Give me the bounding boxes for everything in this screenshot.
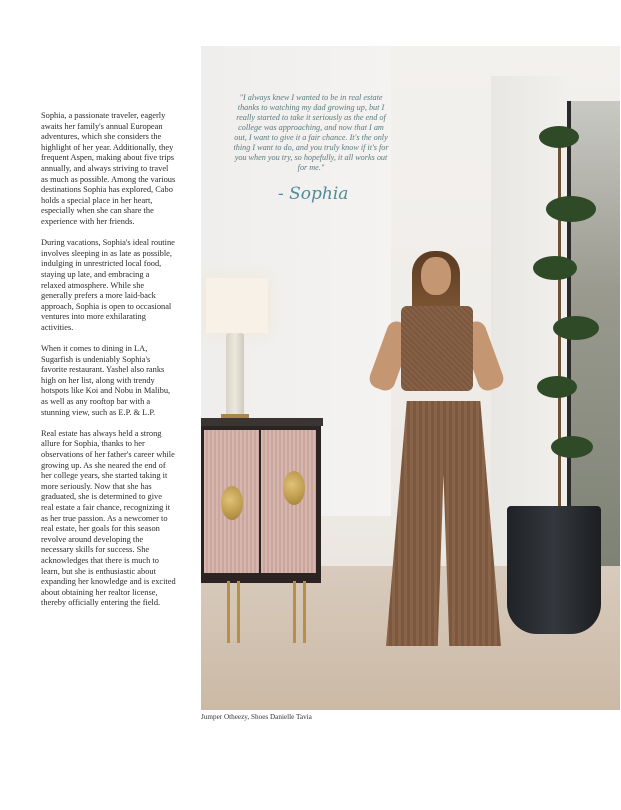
wide-leg-pants: [386, 401, 501, 646]
cabinet-leg: [237, 581, 240, 643]
plant-leaves: [551, 436, 593, 458]
lamp-shade: [206, 278, 268, 333]
plant-leaves: [539, 126, 579, 148]
plant-leaves: [537, 376, 577, 398]
pull-quote: "I always knew I wanted to be in real estate thanks to watching my dad growing up, but I really started to take it seriously as the end of college was approaching, and now that I am out, I want to give it a fair chance. It's the only thing I want to do, and you truly know if it's for you when you try, so hopefully, it all works out for me.": [233, 93, 389, 172]
cabinet-knob: [283, 471, 305, 505]
cabinet-knob: [221, 486, 243, 520]
article-paragraph: Sophia, a passionate traveler, eagerly awaits her family's annual European adventures, which she considers the highlight of her year. Additionally, they frequent Aspen, making about five trips annually, and always striving to travel as much as possible. Among the various destinations Sophia has explored, Cabo holds a special place in her heart, especially when she can share the experience with her friends.: [41, 111, 176, 226]
signature: - Sophia: [278, 184, 349, 204]
model-figure: [366, 251, 506, 651]
plant-leaves: [533, 256, 577, 280]
lamp-base: [226, 333, 244, 416]
cabinet-leg: [303, 581, 306, 643]
article-paragraph: During vacations, Sophia's ideal routine involves sleeping in as late as possible, indulging in unrestricted local food, staying up late, and embracing a relaxed atmosphere. While she generally prefers a more laid-back approach, Sophia is open to occasional ventures into more exhilarating activities.: [41, 238, 175, 332]
plant-leaves: [546, 196, 596, 222]
cabinet-top: [201, 418, 323, 426]
photo-caption: Jumper Otheezy, Shoes Danielle Tavia: [201, 713, 312, 721]
plant-leaves: [553, 316, 599, 340]
cabinet-leg: [227, 581, 230, 643]
article-paragraph: Real estate has always held a strong allure for Sophia, thanks to her observations of her father's career while growing up. As she neared the end of her college years, she started taking it more seriously. Now that she has graduated, she is determined to give real estate a fair chance, recognizing it as her true passion. As a newcomer to real estate, her goals for this season revolve around developing the necessary skills for success. She acknowledges that there is much to learn, but she is enthusiastic about expanding her knowledge and is excited about obtaining her realtor license, thereby officially entering the field.: [41, 428, 176, 608]
jumper-top: [401, 306, 473, 391]
plant-pot: [507, 506, 601, 634]
face: [421, 257, 451, 295]
cabinet-leg: [293, 581, 296, 643]
article-body: [41, 111, 176, 620]
article-paragraph: When it comes to dining in LA, Sugarfish is undeniably Sophia's favorite restaurant. Yashel also ranks high on her list, along with trendy hotspots like Koi and Nobu in Malibu, as well as any rooftop bar with a stunning view, such as E.P. & L.P.: [41, 344, 171, 417]
